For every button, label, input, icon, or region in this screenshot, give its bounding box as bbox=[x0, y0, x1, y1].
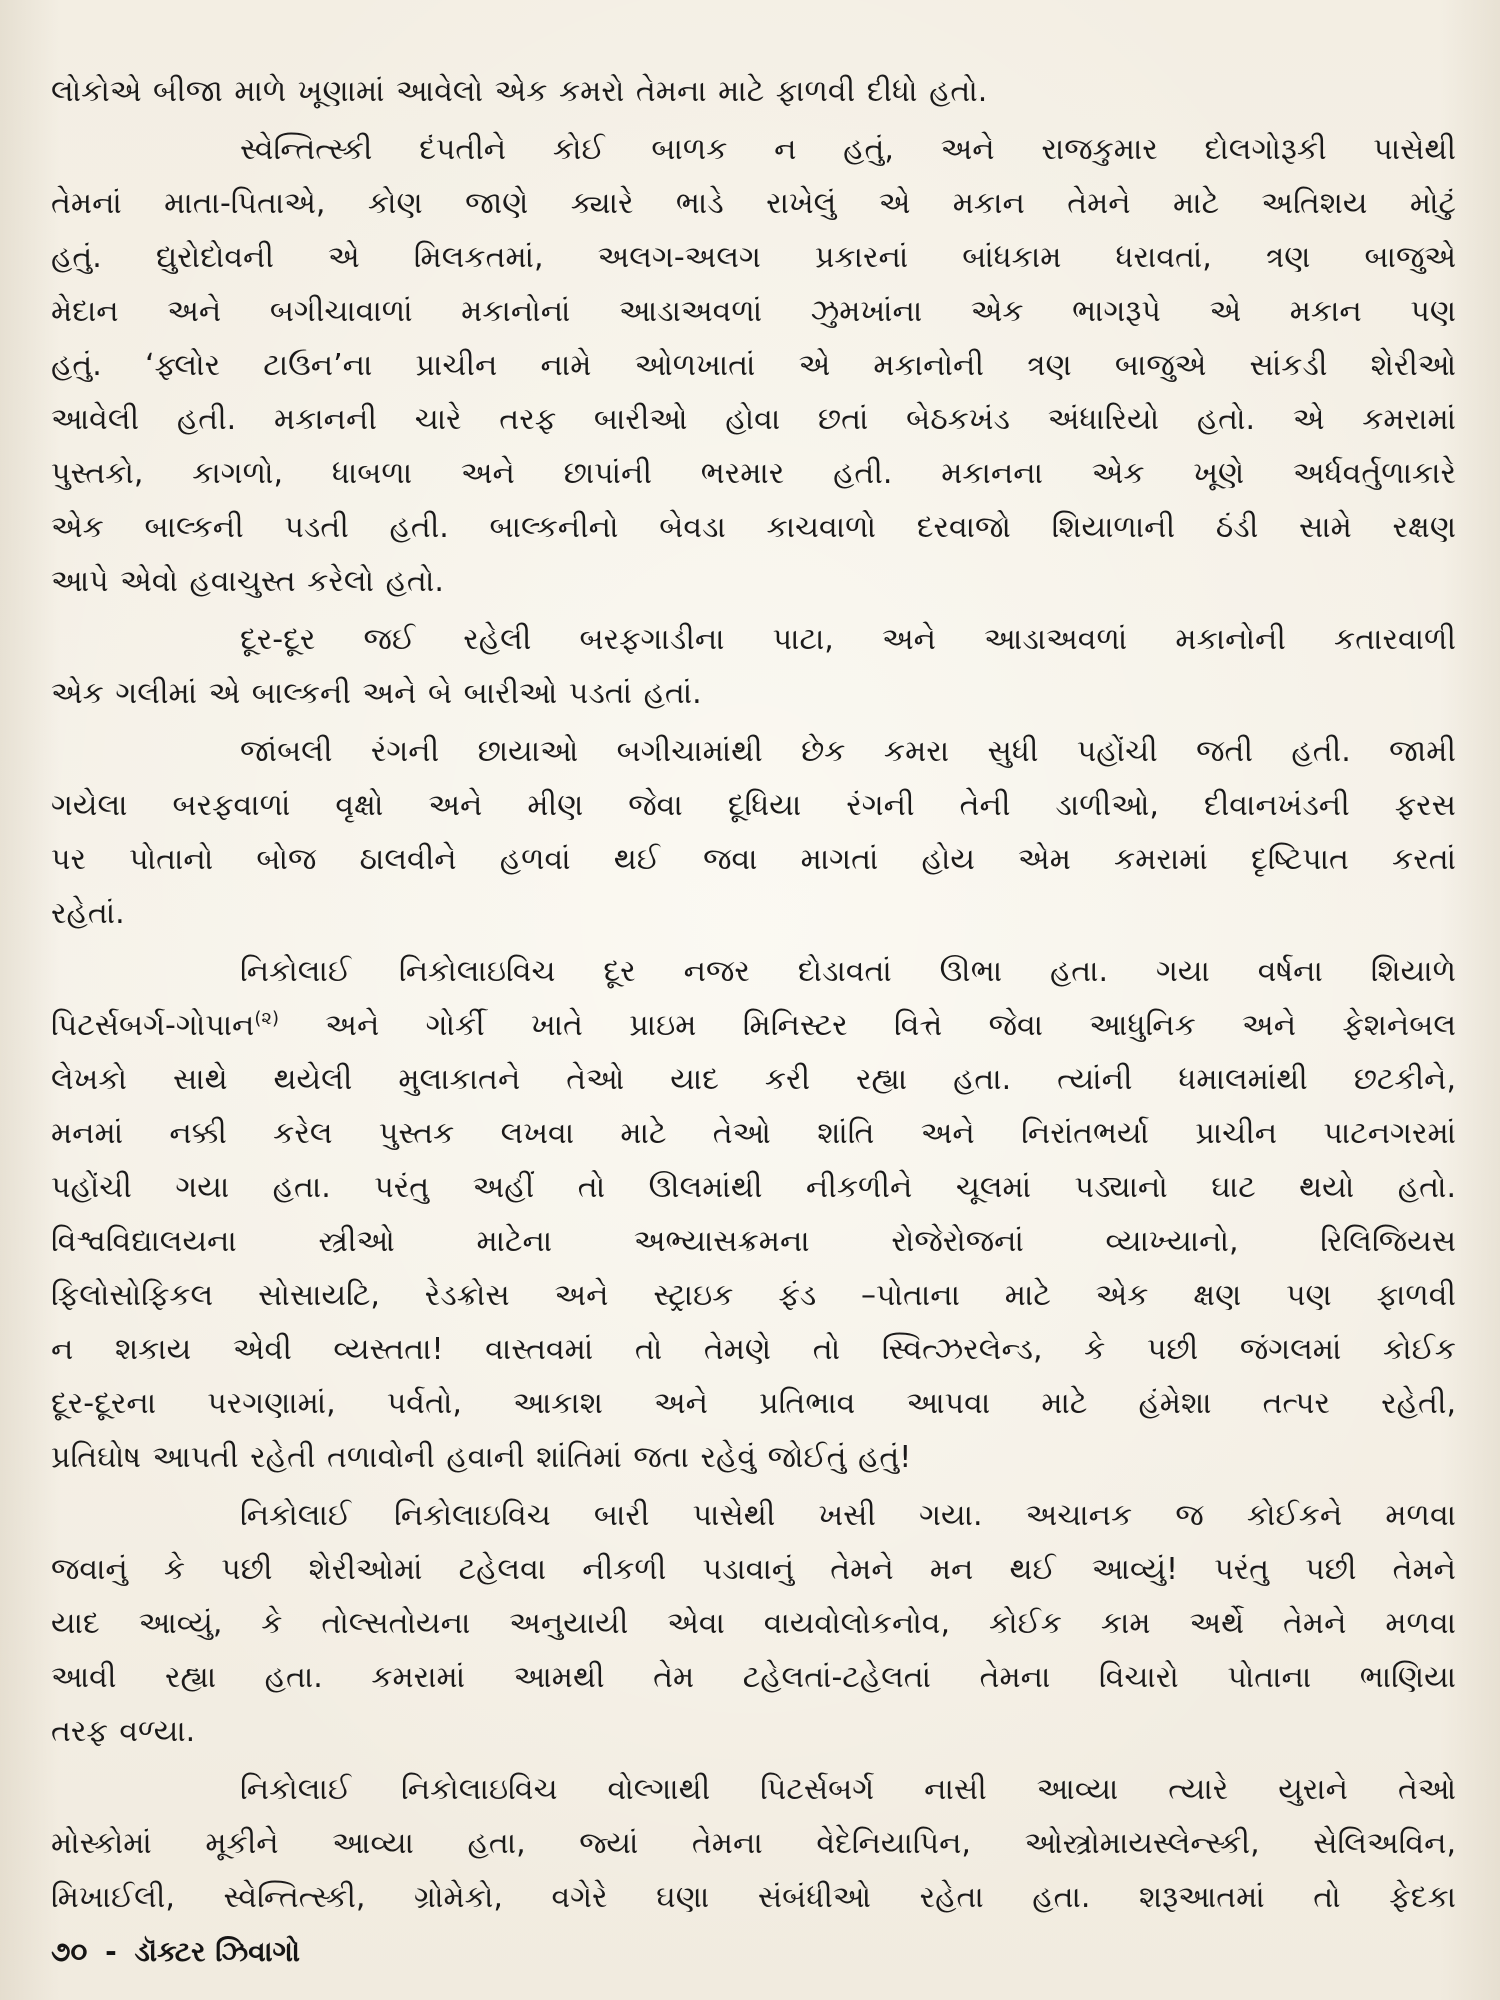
paragraph bbox=[51, 123, 1456, 609]
text-line: રહેતાં. bbox=[51, 896, 125, 931]
footnote-reference: (૨) bbox=[254, 1008, 280, 1029]
running-title: ડૉક્ટર ઝિવાગો bbox=[134, 1935, 300, 1968]
paragraph bbox=[51, 945, 1456, 1485]
text-line: આવી રહ્યા હતા. કમરામાં આમથી તેમ ટહેલતાં-ટહેલતાં તેમના વિચારો પોતાના ભાણિયા bbox=[51, 1660, 1456, 1695]
text-line: મનમાં નક્કી કરેલ પુસ્તક લખવા માટે તેઓ શાંતિ અને નિરાંતભર્યા પ્રાચીન પાટનગરમાં bbox=[51, 1116, 1456, 1151]
text-line: નિકોલાઈ નિકોલાઇવિચ બારી પાસેથી ખસી ગયા. અચાનક જ કોઈકને મળવા bbox=[240, 1498, 1456, 1533]
paragraph bbox=[51, 65, 1456, 119]
text-line: પહોંચી ગયા હતા. પરંતુ અહીં તો ઊલમાંથી નીકળીને ચૂલમાં પડ્યાનો ઘાટ થયો હતો. bbox=[51, 1170, 1456, 1205]
text-line: એક બાલ્કની પડતી હતી. બાલ્કનીનો બેવડા કાચવાળો દરવાજો શિયાળાની ઠંડી સામે રક્ષણ bbox=[51, 510, 1456, 545]
paragraph bbox=[51, 613, 1456, 721]
text-line: વિશ્વવિદ્યાલયના સ્ત્રીઓ માટેના અભ્યાસક્રમના રોજેરોજનાં વ્યાખ્યાનો, રિલિજિયસ bbox=[51, 1224, 1456, 1259]
text-line: નિકોલાઈ નિકોલાઇવિચ દૂર નજર દોડાવતાં ઊભા હતા. ગયા વર્ષના શિયાળે bbox=[240, 954, 1456, 989]
text-segment: અને ગોર્કી ખાતે પ્રાઇમ મિનિસ્ટર વિત્તે જેવા આધુનિક અને ફેશનેબલ bbox=[279, 1008, 1456, 1043]
text-line: જવાનું કે પછી શેરીઓમાં ટહેલવા નીકળી પડાવાનું તેમને મન થઈ આવ્યું! પરંતુ પછી તેમને bbox=[51, 1552, 1456, 1587]
text-line: મોસ્કોમાં મૂકીને આવ્યા હતા, જ્યાં તેમના વેદેનિયાપિન, ઓસ્ત્રોમાયસ્લેન્સ્કી, સેલિઅવિન, bbox=[51, 1826, 1456, 1861]
text-line: આવેલી હતી. મકાનની ચારે તરફ બારીઓ હોવા છતાં બેઠકખંડ અંધારિયો હતો. એ કમરામાં bbox=[51, 402, 1456, 437]
text-line: ન શકાય એવી વ્યસ્તતા! વાસ્તવમાં તો તેમણે તો સ્વિત્ઝરલેન્ડ, કે પછી જંગલમાં કોઈક bbox=[51, 1332, 1456, 1367]
text-line: દૂર-દૂરના પરગણામાં, પર્વતો, આકાશ અને પ્રતિભાવ આપવા માટે હંમેશા તત્પર રહેતી, bbox=[51, 1386, 1456, 1421]
page-number: ૭૦ bbox=[51, 1935, 88, 1968]
text-line: મિખાઈલી, સ્વેન્તિત્સ્કી, ગ્રોમેકો, વગેરે ઘણા સંબંધીઓ રહેતા હતા. શરૂઆતમાં તો ફેદકા bbox=[51, 1880, 1456, 1915]
text-line: આપે એવો હવાચુસ્ત કરેલો હતો. bbox=[51, 564, 444, 599]
text-line: ફિલોસોફિકલ સોસાયટિ, રેડક્રોસ અને સ્ટ્રાઇક ફંડ –પોતાના માટે એક ક્ષણ પણ ફાળવી bbox=[51, 1278, 1456, 1313]
text-line: લેખકો સાથે થયેલી મુલાકાતને તેઓ યાદ કરી રહ્યા હતા. ત્યાંની ધમાલમાંથી છટકીને, bbox=[51, 1062, 1456, 1097]
text-line: જાંબલી રંગની છાયાઓ બગીચામાંથી છેક કમરા સુધી પહોંચી જતી હતી. જામી bbox=[240, 734, 1456, 769]
paragraph bbox=[51, 725, 1456, 941]
text-line: હતું. ‘ફ્લોર ટાઉન’ના પ્રાચીન નામે ઓળખાતાં એ મકાનોની ત્રણ બાજુએ સાંકડી શેરીઓ bbox=[51, 348, 1456, 383]
text-line: દૂર-દૂર જઈ રહેલી બરફગાડીના પાટા, અને આડાઅવળાં મકાનોની કતારવાળી bbox=[240, 622, 1456, 657]
text-line: લોકોએ બીજા માળે ખૂણામાં આવેલો એક કમરો તેમના માટે ફાળવી દીધો હતો. bbox=[51, 74, 988, 109]
paragraph bbox=[51, 1489, 1456, 1759]
text-line: યાદ આવ્યું, કે તોલ્સતોયના અનુયાયી એવા વાયવોલોકનોવ, કોઈક કામ અર્થે તેમને મળવા bbox=[51, 1606, 1456, 1641]
text-line: પર પોતાનો બોજ ઠાલવીને હળવાં થઈ જવા માગતાં હોય એમ કમરામાં દૃષ્ટિપાત કરતાં bbox=[51, 842, 1456, 877]
text-line: હતું. દ્યુરોદોવની એ મિલકતમાં, અલગ-અલગ પ્રકારનાં બાંધકામ ધરાવતાં, ત્રણ બાજુએ bbox=[51, 240, 1456, 275]
footer-separator: - bbox=[105, 1935, 117, 1968]
text-line: પુસ્તકો, કાગળો, ધાબળા અને છાપાંની ભરમાર હતી. મકાનના એક ખૂણે અર્ધવર્તુળાકારે bbox=[51, 456, 1456, 491]
paragraph bbox=[51, 1763, 1456, 1925]
text-line: સ્વેન્તિત્સ્કી દંપતીને કોઈ બાળક ન હતું, અને રાજકુમાર દોલગોરૂકી પાસેથી bbox=[240, 132, 1456, 167]
text-line: મેદાન અને બગીચાવાળાં મકાનોનાં આડાઅવળાં ઝુમખાંના એક ભાગરૂપે એ મકાન પણ bbox=[51, 294, 1456, 329]
text-line: પ્રતિઘોષ આપતી રહેતી તળાવોની હવાની શાંતિમાં જતા રહેવું જોઈતું હતું! bbox=[51, 1440, 912, 1475]
text-line: એક ગલીમાં એ બાલ્કની અને બે બારીઓ પડતાં હતાં. bbox=[51, 676, 702, 711]
page-footer bbox=[51, 1928, 300, 1976]
text-line: નિકોલાઈ નિકોલાઇવિચ વોલ્ગાથી પિટર્સબર્ગ નાસી આવ્યા ત્યારે યુરાને તેઓ bbox=[240, 1772, 1456, 1807]
text-line: ગયેલા બરફવાળાં વૃક્ષો અને મીણ જેવા દૂધિયા રંગની તેની ડાળીઓ, દીવાનખંડની ફરસ bbox=[51, 788, 1456, 823]
text-line: તેમનાં માતા-પિતાએ, કોણ જાણે ક્યારે ભાડે રાખેલું એ મકાન તેમને માટે અતિશય મોટું bbox=[51, 186, 1456, 221]
text-line bbox=[51, 999, 1456, 1053]
text-segment: પિટર્સબર્ગ-ગોપાન bbox=[51, 1008, 255, 1043]
body-text bbox=[51, 65, 1456, 1925]
text-line: તરફ વળ્યા. bbox=[51, 1714, 196, 1749]
